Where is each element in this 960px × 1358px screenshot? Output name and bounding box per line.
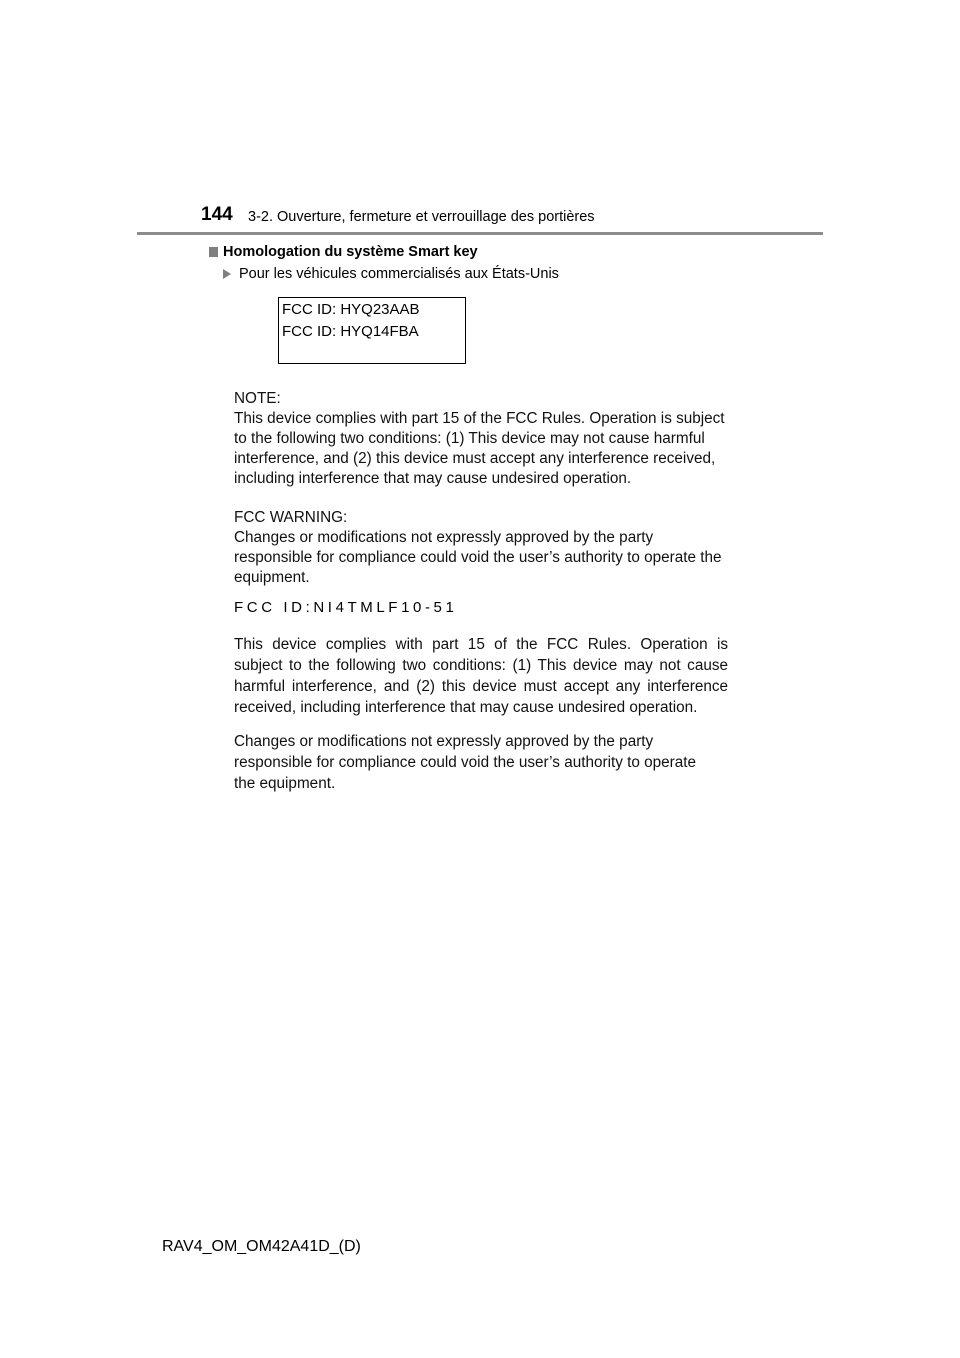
warning-line: Changes or modifications not expressly approved by the party xyxy=(234,529,654,546)
changes-line: Changes or modifications not expressly approved by the party xyxy=(234,733,654,750)
note-line: NOTE: xyxy=(234,390,281,407)
compliance-line: This device complies with part 15 of the FCC Rules. Operation is xyxy=(234,636,728,653)
triangle-bullet-icon xyxy=(223,269,231,279)
footer-doc-code: RAV4_OM_OM42A41D_(D) xyxy=(162,1238,361,1255)
fcc-box-line: FCC ID: HYQ23AAB xyxy=(282,301,420,318)
warning-line: responsible for compliance could void the user’s authority to operate the xyxy=(234,549,722,566)
note-block xyxy=(234,389,754,489)
compliance-paragraph xyxy=(234,634,728,718)
fcc-id-spaced-line: FCC ID:NI4TMLF10-51 xyxy=(234,599,458,616)
note-line: including interference that may cause undesired operation. xyxy=(234,470,632,487)
section-title: 3-2. Ouverture, fermeture et verrouillage des portières xyxy=(248,209,595,225)
fcc-id-box xyxy=(278,297,466,364)
changes-line: responsible for compliance could void the user’s authority to operate xyxy=(234,754,697,771)
header-divider xyxy=(137,232,823,235)
fcc-box-line: FCC ID: HYQ14FBA xyxy=(282,323,419,340)
note-line: to the following two conditions: (1) This device may not cause harmful xyxy=(234,430,705,447)
note-line: interference, and (2) this device must accept any interference received, xyxy=(234,450,716,467)
page-number: 144 xyxy=(201,204,233,225)
warning-line: FCC WARNING: xyxy=(234,509,348,526)
square-bullet-icon xyxy=(209,247,218,257)
subheading xyxy=(209,243,478,261)
warning-line: equipment. xyxy=(234,569,310,586)
compliance-line: received, including interference that may cause undesired operation. xyxy=(234,699,698,716)
note-line: This device complies with part 15 of the FCC Rules. Operation is subject xyxy=(234,410,725,427)
compliance-line: harmful interference, and (2) this device must accept any interference xyxy=(234,678,728,695)
sub-bullet-text: Pour les véhicules commercialisés aux États-Unis xyxy=(239,266,559,282)
changes-paragraph xyxy=(234,731,754,794)
compliance-line: subject to the following two conditions: (1) This device may not cause xyxy=(234,657,728,674)
warning-block xyxy=(234,508,754,588)
sub-bullet xyxy=(223,265,559,283)
changes-line: the equipment. xyxy=(234,775,336,792)
subheading-text: Homologation du système Smart key xyxy=(223,244,478,260)
